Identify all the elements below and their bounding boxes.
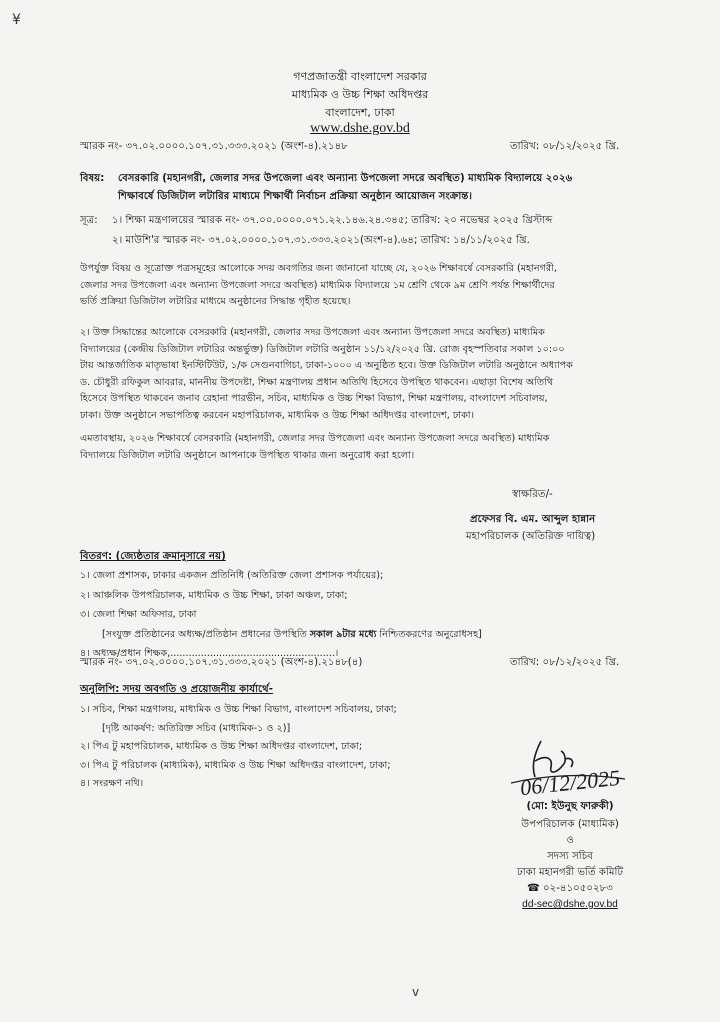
paragraph-line: বিদ্যালয়ের (কেন্দ্রীয় ডিজিটাল লটারির অন্তর্ভুক্ত) ডিজিটাল লটারি অনুষ্ঠান ১১/১২/২০২৫ খ্রি. রোজ বৃহস্পতিবার সকাল ১০:০০ (80, 343, 565, 355)
margin-mark-bottom: v (412, 985, 420, 999)
memo-date: তারিখ: ০৮/১২/২০২৫ খ্রি. (510, 141, 620, 152)
paragraph-1 (80, 262, 692, 309)
signed-mark: স্বাক্ষরিত/- (512, 489, 553, 500)
copy-item: ৪। সংরক্ষণ নথি। (80, 778, 144, 789)
copy-item-note: [দৃষ্টি আকর্ষণ: অতিরিক্ত সচিব (মাধ্যমিক-১ ও ২)] (102, 722, 291, 734)
signatory2-title2: সদস্য সচিব (547, 851, 593, 862)
subject-text (118, 172, 698, 204)
copy-item: ৩। পিএ টু পরিচালক (মাধ্যমিক), মাধ্যমিক ও উচ্চ শিক্ষা অধিদপ্তর বাংলাদেশ, ঢাকা; (80, 759, 391, 771)
signatory2-committee: ঢাকা মহানগরী ভর্তি কমিটি (516, 867, 624, 878)
phone-number: ০২-৪১০৫০২৮৩ (543, 883, 613, 894)
paragraph-line: ড. চৌধুরী রফিকুল আবরার, মাননীয় উপদেষ্টা, শিক্ষা মন্ত্রণালয় প্রধান অতিথি হিসেবে উপস্থিত থাকবেন। এছাড়া বিশেষ অতিথি (80, 376, 554, 388)
website-link[interactable]: www.dshe.gov.bd (310, 121, 410, 136)
subject-line: শিক্ষাবর্ষে ডিজিটাল লটারির মাধ্যমে শিক্ষার্থী নির্বাচন প্রক্রিয়া অনুষ্ঠান আয়োজন সংক্রান্ত। (118, 191, 473, 202)
paragraph-line: ২। উক্ত সিদ্ধান্তের আলোকে বেসরকারি (মহানগরী, জেলার সদর উপজেলা এবং অন্যান্য উপজেলা সদরে অবস্থিত) মাধ্যমিক (80, 327, 545, 338)
government-name: গণপ্রজাতন্ত্রী বাংলাদেশ সরকার (293, 70, 427, 83)
signatory2-title: উপপরিচালক (মাধ্যমিক) (521, 819, 619, 830)
signatory2-name: (মো: ইউনুছ ফারুকী) (526, 801, 614, 812)
paragraph-line: ঢাকা। উক্ত অনুষ্ঠানে সভাপতিত্ব করবেন মহাপরিচালক, মাধ্যমিক ও উচ্চ শিক্ষা অধিদপ্তর বাংলাদেশ, ঢাকা। (80, 409, 475, 421)
copy-item: ২। পিএ টু মহাপরিচালক, মাধ্যমিক ও উচ্চ শিক্ষা অধিদপ্তর বাংলাদেশ, ঢাকা; (80, 741, 363, 752)
reference-item: ১। শিক্ষা মন্ত্রণালয়ের স্মারক নং- ৩৭.০০.০০০০.০৭১.২২.১৪৬.২৪.৩৪৫; তারিখ: ২০ নভেম্বর ২০২৫ খ্রিস্টাব্দ (112, 215, 553, 226)
email-link[interactable]: dd-sec@dshe.gov.bd (522, 899, 618, 910)
signatory2-conj: ও (566, 835, 574, 846)
note-time: সকাল ৯টার মধ্যে (309, 628, 377, 640)
signatory2-block (470, 800, 670, 912)
reference-list (112, 214, 552, 248)
copy-item: ১। সচিব, শিক্ষা মন্ত্রণালয়, মাধ্যমিক ও উচ্চ শিক্ষা বিভাগ, বাংলাদেশ সচিবালয়, ঢাকা; (80, 704, 397, 715)
memo2-date: তারিখ: ০৮/১২/২০২৫ খ্রি. (510, 657, 620, 668)
distribution-item: ৩। জেলা শিক্ষা অফিসার, ঢাকা (80, 609, 197, 620)
paragraph-line: হিসেবে উপস্থিত থাকবেন জনাব রেহানা পারভীন, সচিব, মাধ্যমিক ও উচ্চ শিক্ষা বিভাগ, শিক্ষা মন্ত্রণালয়, বাংলাদেশ সচিবালয়, (80, 393, 548, 404)
copy-label: অনুলিপি: সদয় অবগতি ও প্রয়োজনীয় কার্যার্থে- (80, 684, 273, 695)
memo-number: স্মারক নং- ৩৭.০২.০০০০.১০৭.৩১.৩৩৩.২০২১ (অংশ-৪).২১৪৮ (80, 141, 348, 152)
paragraph-3 (80, 432, 692, 462)
paragraph-2 (80, 326, 692, 422)
distribution-item: ২। আঞ্চলিক উপপরিচালক, মাধ্যমিক ও উচ্চ শিক্ষা, ঢাকা অঞ্চল, ঢাকা; (80, 589, 348, 601)
margin-mark-top: ¥ (12, 12, 21, 28)
letterhead (200, 70, 520, 136)
signatory-name: প্রফেসর বি. এম. আব্দুল হান্নান (470, 514, 596, 525)
paragraph-line: বিদ্যালয়ে ডিজিটাল লটারি অনুষ্ঠানে আপনাকে উপস্থিত থাকার জন্য অনুরোধ করা হলো। (80, 449, 415, 461)
paragraph-line: এমতাবস্থায়, ২০২৬ শিক্ষাবর্ষে বেসরকারি (মহানগরী, জেলার সদর উপজেলা এবং অন্যান্য উপজেলা সদরে অবস্থিত) মাধ্যমিক (80, 433, 550, 444)
subject-label: বিষয়: (80, 173, 105, 184)
note-suffix: নিশ্চিতকরণের অনুরোধসহ] (376, 628, 482, 640)
subject-line: বেসরকারি (মহানগরী, জেলার সদর উপজেলা এবং অন্যান্য উপজেলা সদরে অবস্থিত) মাধ্যমিক বিদ্যালয়ে ২০২৬ (118, 173, 573, 184)
handwritten-date: 06/12/2025 (518, 764, 622, 801)
distribution-item: ৪। অধ্যক্ষ/প্রধান শিক্ষক,......................................................। (80, 648, 339, 659)
signatory2-phone (470, 882, 670, 896)
directorate-name: মাধ্যমিক ও উচ্চ শিক্ষা অধিদপ্তর (291, 88, 429, 101)
phone-icon: ☎ (527, 883, 540, 894)
paragraph-line: টায় আন্তর্জাতিক মাতৃভাষা ইনস্টিটিউট, ১/ক সেগুনবাগিচা, ঢাকা-১০০০ এ অনুষ্ঠিত হবে। উক্ত ডিজিটাল লটারি অনুষ্ঠানে অধ্যাপক (80, 360, 573, 371)
distribution-list (80, 569, 680, 661)
signatory-title: মহাপরিচালক (অতিরিক্ত দায়িত্ব) (466, 531, 596, 542)
memo2-number: স্মারক নং- ৩৭.০২.০০০০.১০৭.৩১.৩৩৩.২০২১ (অংশ-৪).২১৪৮(৪) (80, 657, 363, 668)
location: বাংলাদেশ, ঢাকা (325, 106, 395, 119)
copy-list (80, 703, 500, 791)
distribution-item: ১। জেলা প্রশাসক, ঢাকার একজন প্রতিনিধি (অতিরিক্ত জেলা প্রশাসক পর্যায়ের); (80, 570, 384, 581)
paragraph-line: জেলার সদর উপজেলা এবং অন্যান্য উপজেলা সদরে অবস্থিত) মাধ্যমিক বিদ্যালয়ে ১ম শ্রেণি থেকে ৯ম শ্রেণি পর্যন্ত শিক্ষার্থীদের (80, 279, 555, 291)
note-prefix: [সংযুক্ত প্রতিষ্ঠানের অধ্যক্ষ/প্রতিষ্ঠান প্রধানের উপস্থিতি (102, 628, 310, 640)
paragraph-line: ভর্তি প্রক্রিয়া ডিজিটাল লটারির মাধ্যমে অনুষ্ঠানের সিদ্ধান্ত গৃহীত হয়েছে। (80, 296, 351, 307)
reference-item: ২। মাউশি'র স্মারক নং- ৩৭.০২.০০০০.১০৭.৩১.৩৩৩.২০২১(অংশ-৪).৬৪; তারিখ: ১৪/১১/২০২৫ খ্রি. (112, 235, 530, 246)
distribution-note (102, 628, 680, 642)
reference-label: সূত্র: (80, 215, 98, 226)
distribution-label: বিতরণ: (জ্যেষ্ঠতার ক্রমানুসারে নয়) (80, 551, 226, 562)
paragraph-line: উপর্যুক্ত বিষয় ও সূত্রোক্ত পত্রসমূহের আলোকে সদয় অবগতির জন্য জানানো যাচ্ছে যে, ২০২৬ শিক্ষাবর্ষে বেসরকারি (মহানগরী, (80, 263, 557, 274)
